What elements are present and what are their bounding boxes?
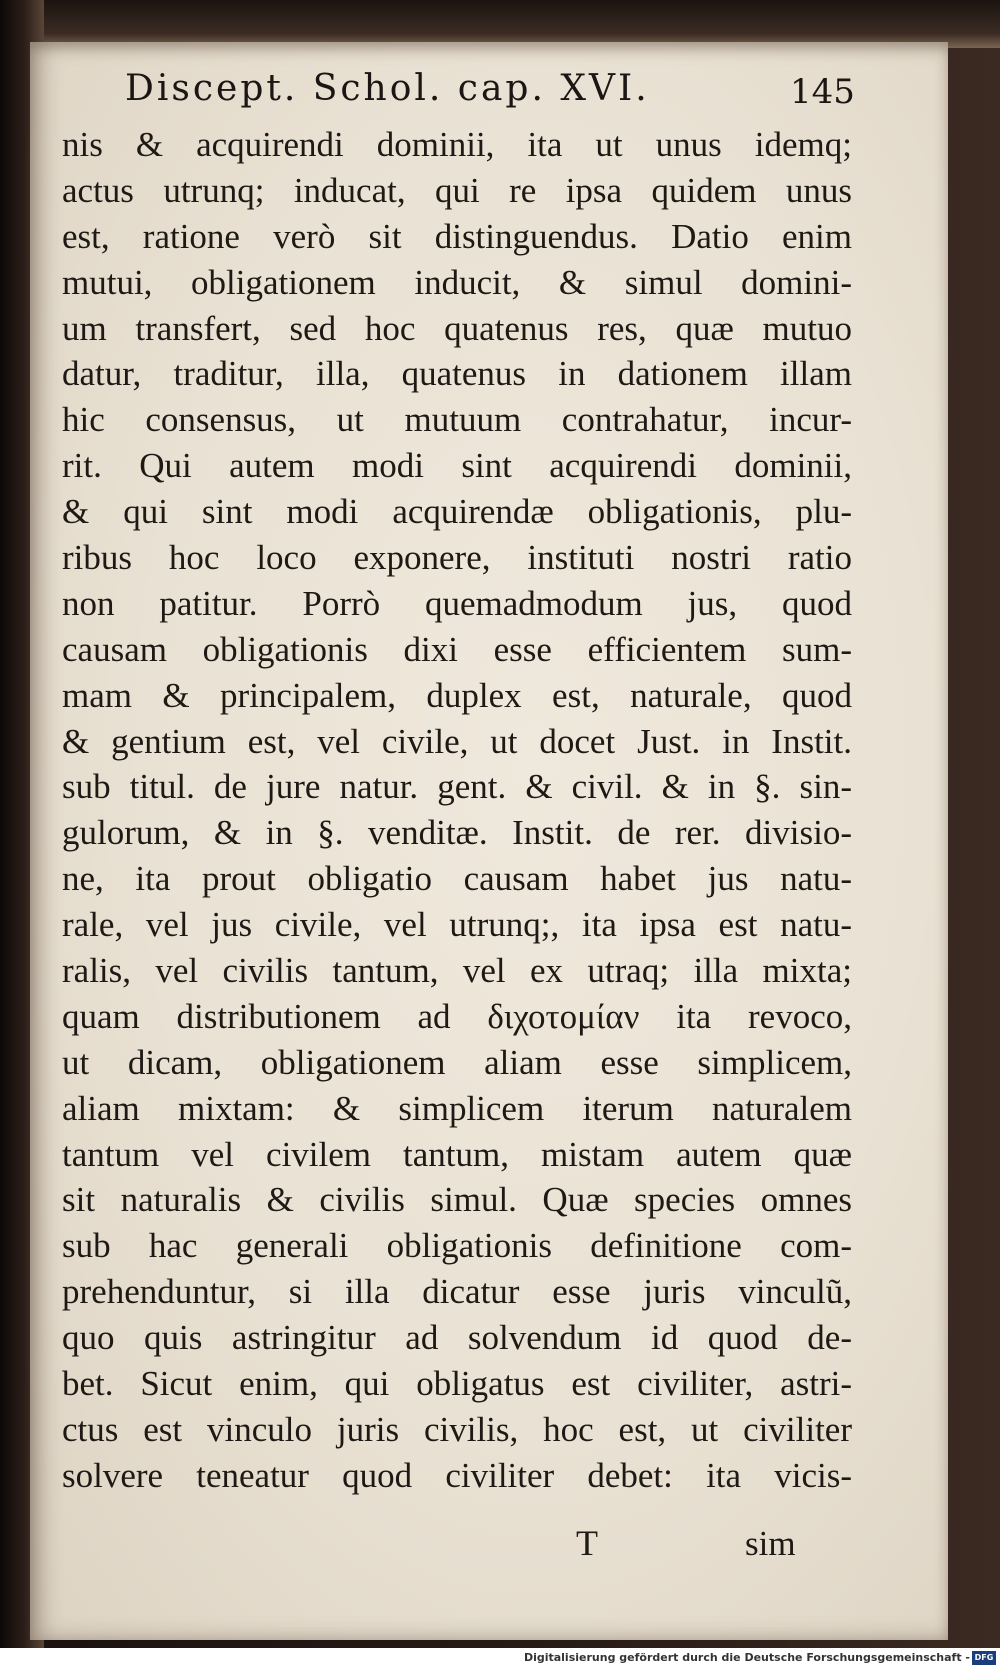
text-line: causam obligationis dixi esse efficientem sum- [62, 629, 852, 669]
text-line: & gentium est, vel civile, ut docet Just. in Instit. [62, 721, 852, 761]
dfg-logo: DFG [972, 1651, 996, 1665]
text-line: sit naturalis & civilis simul. Quæ species omnes [62, 1180, 852, 1220]
text-line: mam & principalem, duplex est, naturale, quod [62, 675, 852, 715]
text-line: tantum vel civilem tantum, mistam autem quæ [62, 1134, 852, 1174]
text-line: est, ratione verò sit distinguendus. Datio enim [62, 216, 852, 256]
page-number: 145 [790, 72, 855, 112]
text-line: quo quis astringitur ad solvendum id quod de- [62, 1318, 852, 1358]
text-line: bet. Sicut enim, qui obligatus est civiliter, astri- [62, 1364, 852, 1404]
text-line: rale, vel jus civile, vel utrunq;, ita ipsa est natu- [62, 905, 852, 945]
text-line: prehenduntur, si illa dicatur esse juris vinculũ, [62, 1272, 852, 1312]
catchword: sim [745, 1524, 796, 1563]
text-line: solvere teneatur quod civiliter debet: ita vicis- [62, 1455, 852, 1495]
text-line: non patitur. Porrò quemadmodum jus, quod [62, 583, 852, 623]
text-line: hic consensus, ut mutuum contrahatur, incur- [62, 400, 852, 440]
text-line: rit. Qui autem modi sint acquirendi dominii, [62, 446, 852, 486]
body-text [62, 122, 852, 1499]
text-line: aliam mixtam: & simplicem iterum naturalem [62, 1088, 852, 1128]
text-line: actus utrunq; inducat, qui re ipsa quidem unus [62, 170, 852, 210]
text-line: ctus est vinculo juris civilis, hoc est, ut civiliter [62, 1409, 852, 1449]
text-line: ralis, vel civilis tantum, vel ex utraq; illa mixta; [62, 951, 852, 991]
book-top-edge [0, 0, 1000, 48]
text-line: datur, traditur, illa, quatenus in dationem illam [62, 354, 852, 394]
text-line: gulorum, & in §. venditæ. Instit. de rer. divisio- [62, 813, 852, 853]
signature-mark: T [576, 1523, 598, 1563]
text-line: sub titul. de jure natur. gent. & civil. & in §. sin- [62, 767, 852, 807]
text-line: um transfert, sed hoc quatenus res, quæ mutuo [62, 308, 852, 348]
text-line: nis & acquirendi dominii, ita ut unus idemq; [62, 125, 852, 164]
running-head: Discept. Schol. cap. XVI. [125, 68, 650, 109]
text-line: ne, ita prout obligatio causam habet jus natu- [62, 859, 852, 899]
text-line: mutui, obligationem inducit, & simul domini- [62, 262, 852, 302]
text-line: ribus hoc loco exponere, instituti nostri ratio [62, 538, 852, 578]
text-line: sub hac generali obligationis definitione com- [62, 1226, 852, 1266]
funding-credit: Digitalisierung gefördert durch die Deutsche Forschungsgemeinschaft - [523, 1651, 970, 1664]
text-line: ut dicam, obligationem aliam esse simplicem, [62, 1042, 852, 1082]
text-line: & qui sint modi acquirendæ obligationis, plu- [62, 492, 852, 532]
text-line: quam distributionem ad διχοτομίαν ita revoco, [62, 996, 852, 1036]
